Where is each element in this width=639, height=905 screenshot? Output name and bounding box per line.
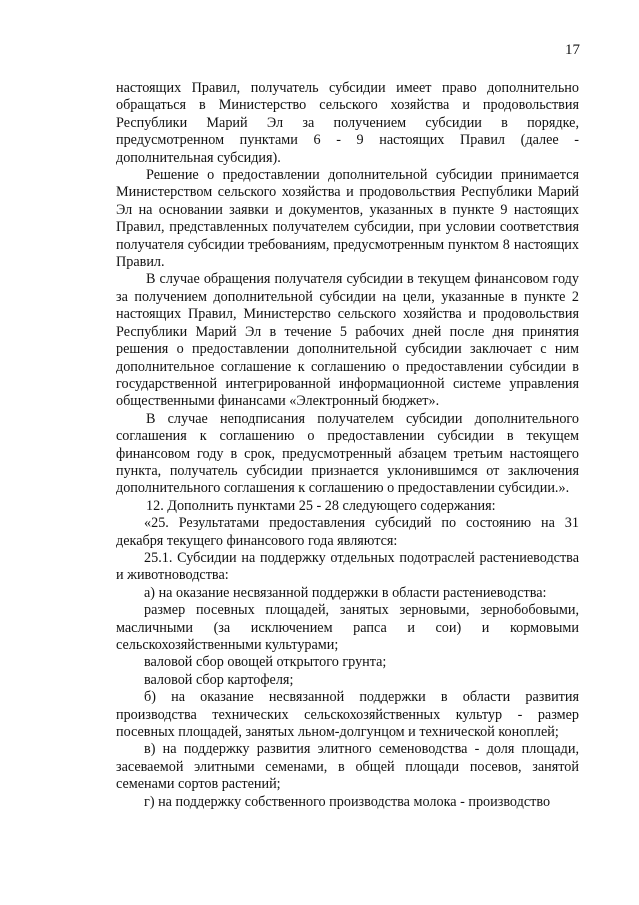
- paragraph: В случае неподписания получателем субсидии дополнительного соглашения к соглашению о предоставлении субсидии в текущем финансовом году в срок, предусмотренный абзацем третьим настоящего пункта, получатель субсидии признается уклонившимся от заключения дополнительного соглашения к соглашению о предоставлении субсидии.».: [116, 410, 579, 497]
- document-body: [116, 80, 579, 811]
- paragraph: настоящих Правил, получатель субсидии имеет право дополнительно обращаться в Министерство сельского хозяйства и продовольствия Республики Марий Эл за получением субсидии в порядке, предусмотренном пунктами 6 - 9 настоящих Правил (далее - дополнительная субсидия).: [116, 80, 579, 166]
- paragraph: 12. Дополнить пунктами 25 - 28 следующего содержания:: [146, 497, 496, 514]
- paragraph: «25. Результатами предоставления субсидий по состоянию на 31 декабря текущего финансового года являются:: [116, 515, 579, 549]
- paragraph: в) на поддержку развития элитного семеноводства - доля площади, засеваемой элитными семенами, в общей площади посевов, занятой семенами сортов растений;: [116, 741, 579, 793]
- paragraph: валовой сбор картофеля;: [144, 671, 294, 688]
- paragraph: размер посевных площадей, занятых зерновыми, зернобобовыми, масличными (за исключением рапса и сои) и кормовыми сельскохозяйственными культурами;: [116, 602, 579, 653]
- paragraph: г) на поддержку собственного производства молока - производство: [144, 793, 551, 810]
- page-number: 17: [565, 42, 580, 58]
- paragraph: Решение о предоставлении дополнительной субсидии принимается Министерством сельского хозяйства и продовольствия Республики Марий Эл на основании заявки и документов, указанных в пункте 9 настоящих Правил, представленных получателем субсидии, при условии соответствия получателя субсидии требованиям, предусмотренным пунктом 8 настоящих Правил.: [116, 167, 579, 271]
- paragraph: б) на оказание несвязанной поддержки в области развития производства технических сельскохозяйственных культур - размер посевных площадей, занятых льном-долгунцом и технической коноплей;: [116, 689, 579, 741]
- paragraph: В случае обращения получателя субсидии в текущем финансовом году за получением дополнительной субсидии на цели, указанные в пункте 2 настоящих Правил, Министерство сельского хозяйства и продовольствия Республики Марий Эл в течение 5 рабочих дней после дня принятия решения о предоставлении дополнительной субсидии заключает с ним дополнительное соглашение к соглашению о предоставлении субсидии в государственной интегрированной информационной системе управления общественными финансами «Электронный бюджет».: [116, 271, 579, 410]
- paragraph: валовой сбор овощей открытого грунта;: [144, 654, 387, 671]
- paragraph: 25.1. Субсидии на поддержку отдельных подотраслей растениеводства и животноводства:: [116, 549, 579, 584]
- paragraph: а) на оказание несвязанной поддержки в области растениеводства:: [144, 584, 547, 601]
